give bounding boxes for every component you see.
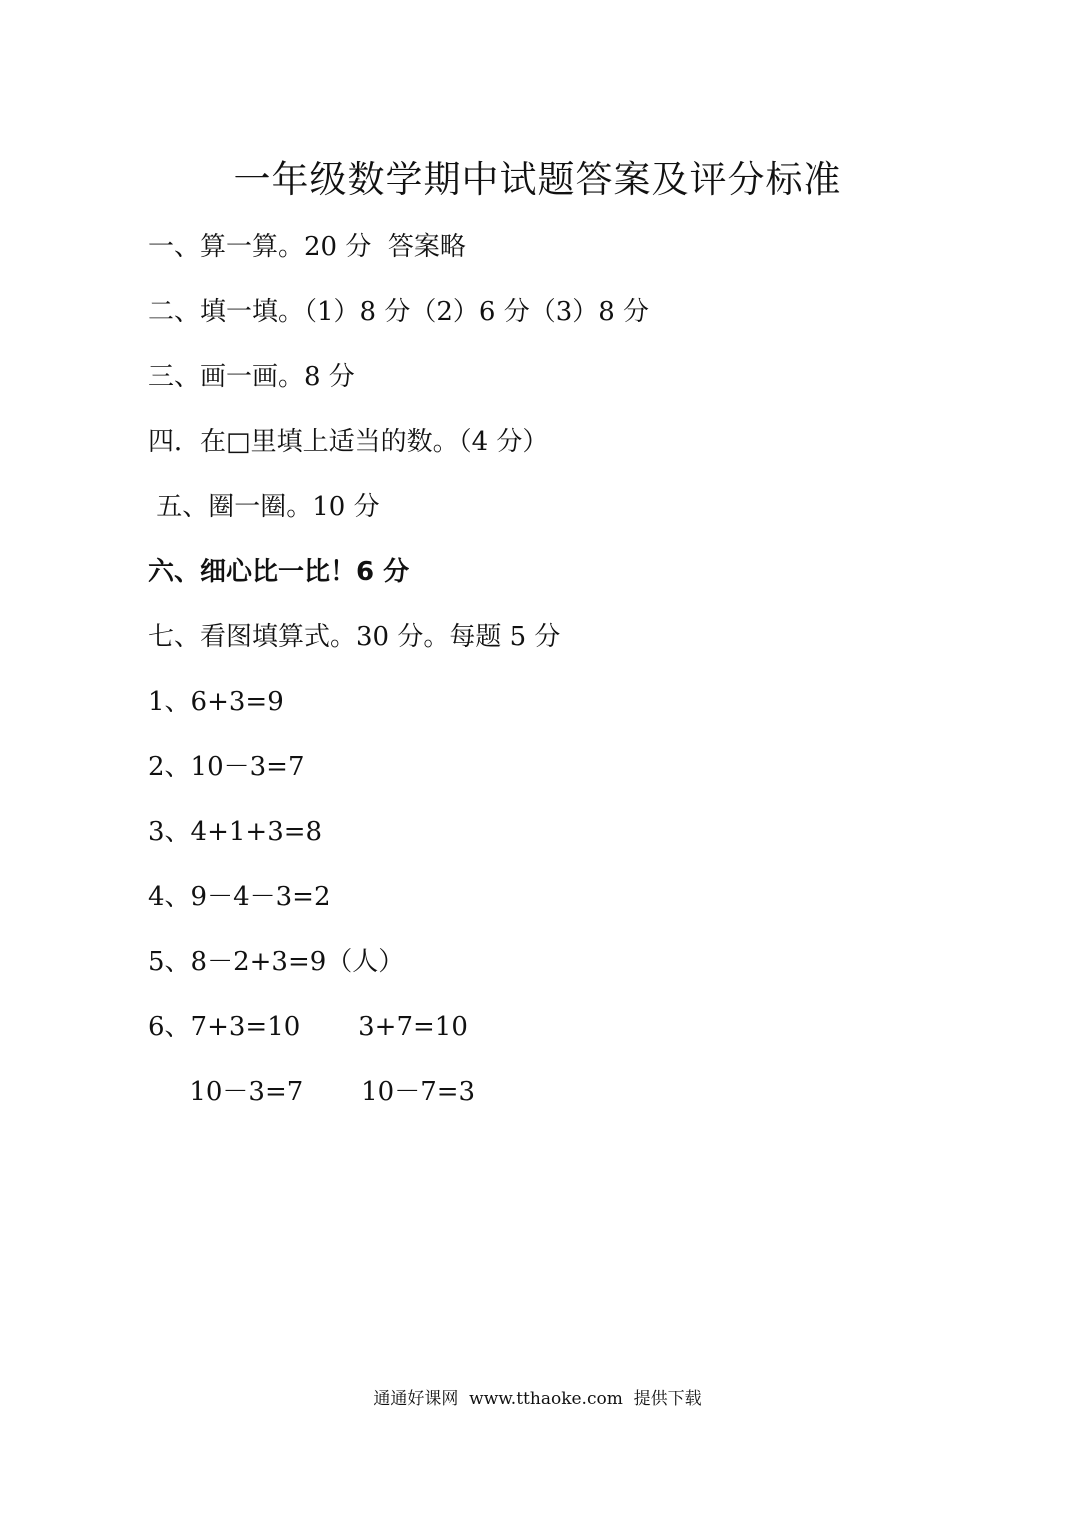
section-5: 五、圈一圈。10 分 — [148, 492, 380, 522]
section-3: 三、画一画。8 分 — [148, 362, 355, 392]
answer-2: 2、10－3=7 — [148, 752, 305, 782]
page-footer: 通通好课网 www.tthaoke.com 提供下载 — [373, 1389, 702, 1409]
section-4: 四．在□里填上适当的数。（4 分） — [148, 427, 549, 457]
answer-3: 3、4+1+3=8 — [148, 817, 323, 847]
answer-4: 4、9－4－3=2 — [148, 882, 331, 912]
section-6: 六、细心比一比！6 分 — [148, 557, 410, 587]
section-2: 二、填一填。（1）8 分（2）6 分（3）8 分 — [148, 297, 650, 327]
answer-6: 6、7+3=10 3+7=10 — [148, 1012, 468, 1042]
answer-5: 5、8－2+3=9（人） — [148, 947, 405, 977]
answer-6-continued: 10－3=7 10－7=3 — [148, 1077, 476, 1107]
section-7: 七、看图填算式。30 分。每题 5 分 — [148, 622, 561, 652]
section-1: 一、算一算。20 分 答案略 — [148, 232, 466, 262]
answer-1: 1、6+3=9 — [148, 687, 284, 717]
page-title: 一年级数学期中试题答案及评分标准 — [233, 158, 842, 201]
